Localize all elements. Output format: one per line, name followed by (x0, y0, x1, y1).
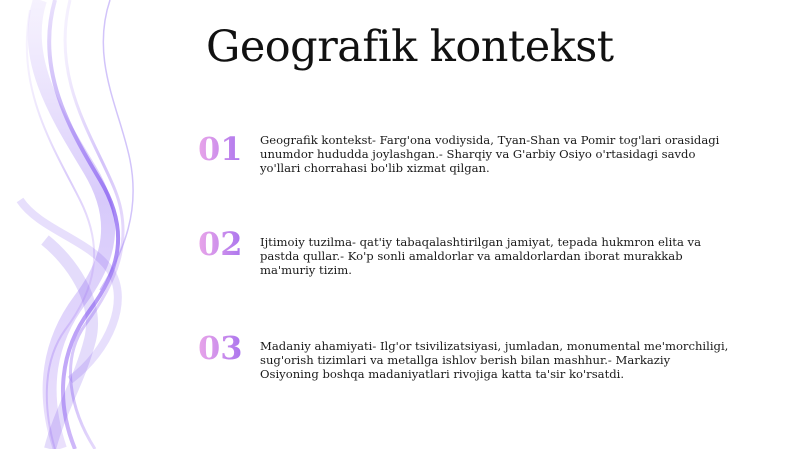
list-item (198, 130, 758, 183)
item-number: 01 (198, 130, 243, 168)
slide-title: Geografik kontekst (206, 22, 614, 72)
decorative-smoke-ribbon (0, 0, 200, 449)
item-number: 03 (198, 329, 243, 367)
item-text: Ijtimoiy tuzilma- qat'iy tabaqalashtirilgan jamiyat, tepada hukmron elita va pastda qullar.- Ko'p sonli amaldorlar va amaldorlardan iborat murakkab ma'muriy tizim. (260, 235, 702, 277)
item-text: Madaniy ahamiyati- Ilg'or tsivilizatsiyasi, jumladan, monumental me'morchiligi, sug'orish tizimlari va metallga ishlov berish bilan mashhur.- Markaziy Osiyoning boshqa madaniyatlari rivojiga katta ta'sir ko'rsatdi. (260, 339, 729, 381)
item-text: Geografik kontekst- Farg'ona vodiysida, Tyan-Shan va Pomir tog'lari orasidagi unumdor hududda joylashgan.- Sharqiy va G'arbiy Osiyo o'rtasidagi savdo yo'llari chorrahasi bo'lib xizmat qilgan. (260, 133, 720, 175)
list-item (198, 329, 758, 382)
item-number: 02 (198, 225, 243, 263)
list-item (198, 225, 758, 277)
